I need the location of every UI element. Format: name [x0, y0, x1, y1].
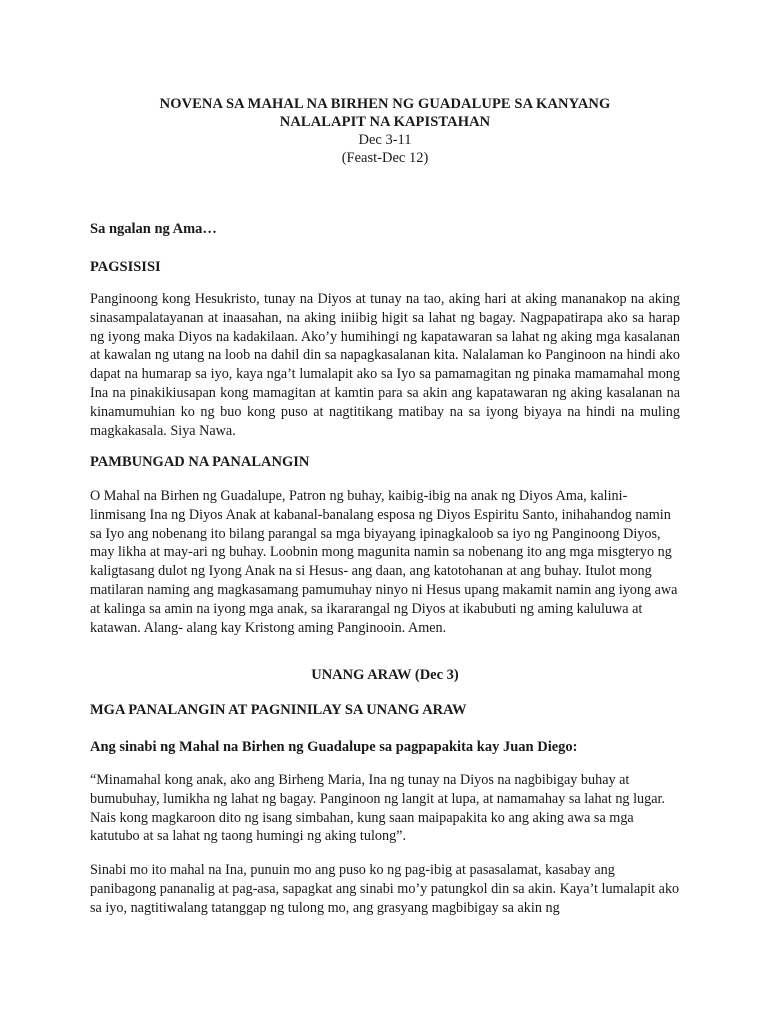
section-text-pambungad: O Mahal na Birhen ng Guadalupe, Patron ng buhay, kaibig-ibig na anak ng Diyos Ama, kalini-linmisang Ina ng Diyos Anak at kabanal-banalang esposa ng Diyos Espiritu Santo, inihahandog namin sa Iyo ang nobenang ito bilang parangal sa mga biyayang ipinagkaloob sa iyo ng Panginoong Diyos, may likha at may-ari ng buhay. Loobnin mong magunita namin sa nobenang ito ang mga misgteryo ng kaligtasang dulot ng Iyong Anak na si Hesus- ang daan, ang katotohanan at ang buhay. Itulot mong matilaran naming ang magkasamang pamumuhay ninyo ni Hesus upang makamit namin ang iyong awa at kalinga sa amin na iyong mga anak, sa ikararangal ng Diyos at ikabubuti ng aming kaluluwa at katawan. Alang- alang kay Kristong aming Panginooin. Amen.: [90, 488, 678, 636]
title-line-2: NALALAPIT NA KAPISTAHAN: [279, 114, 491, 130]
day1-subheading: MGA PANALANGIN AT PAGNINILAY SA UNANG ARAW: [90, 702, 467, 718]
section-text-pagsisisi: Panginoong kong Hesukristo, tunay na Diyos at tunay na tao, aking hari at aking mananakop na aking sinasampalatayanan at inaasahan, na aking iniibig higit sa lahat ng bagay. Nagpapatirapa ako sa harap ng iyong maka Diyos na kadakilaan. Ako’y humihingi ng kapatawaran sa lahat ng aking mga kasalanan at kawalan ng utang na loob na dahil din sa napagkasalanan kita. Nalalaman ko Panginoon na hindi ako dapat na humarap sa iyo, kaya nga’t lumalapit ako sa Iyo sa pamamagitan ng pinaka mamamahal mong Ina na pinakikiusapan kong mamagitan at kamtin para sa akin ang kapatawaran ng aking kasalanan na kinamumuhian ko ng buo kong puso at nagtitikang matibay na sa iyong biyaya na hindi na muling magkakasala. Siya Nawa.: [90, 291, 680, 439]
feast-date: (Feast-Dec 12): [341, 150, 429, 166]
date-range: Dec 3-11: [358, 132, 412, 148]
reflection-text: Sinabi mo ito mahal na Ina, punuin mo ang puso ko ng pag-ibig at pasasalamat, kasabay ang panibagong pananalig at pag-asa, sapagkat ang sinabi mo’y patungkol din sa akin. Kaya’t lumalapit ako sa iyo, nagtitiwalang tatanggap ng tulong mo, ang grasyang magbibigay sa akin ng: [90, 862, 680, 916]
quote-text: “Minamahal kong anak, ako ang Birheng Maria, Ina ng tunay na Diyos na nagbibigay buhay at bumubuhay, lumikha ng lahat ng bagay. Panginoon ng langit at lupa, at namamahay sa lahat ng lugar. Nais kong magkaroon dito ng isang simbahan, kung saan maipapakita ko ang aking awa sa mga katutubo at sa lahat ng taong humingi ng aking tulong”.: [90, 772, 665, 845]
opening-line: Sa ngalan ng Ama…: [90, 221, 217, 237]
day1-heading: UNANG ARAW (Dec 3): [311, 667, 459, 683]
quote-intro: Ang sinabi ng Mahal na Birhen ng Guadalupe sa pagpapakita kay Juan Diego:: [90, 739, 578, 755]
novena-dates: [90, 131, 680, 167]
section-heading-pambungad: PAMBUNGAD NA PANALANGIN: [90, 454, 310, 470]
section-heading-pagsisisi: PAGSISISI: [90, 259, 161, 275]
document-title: [90, 95, 680, 131]
title-line-1: NOVENA SA MAHAL NA BIRHEN NG GUADALUPE SA KANYANG: [159, 96, 611, 112]
